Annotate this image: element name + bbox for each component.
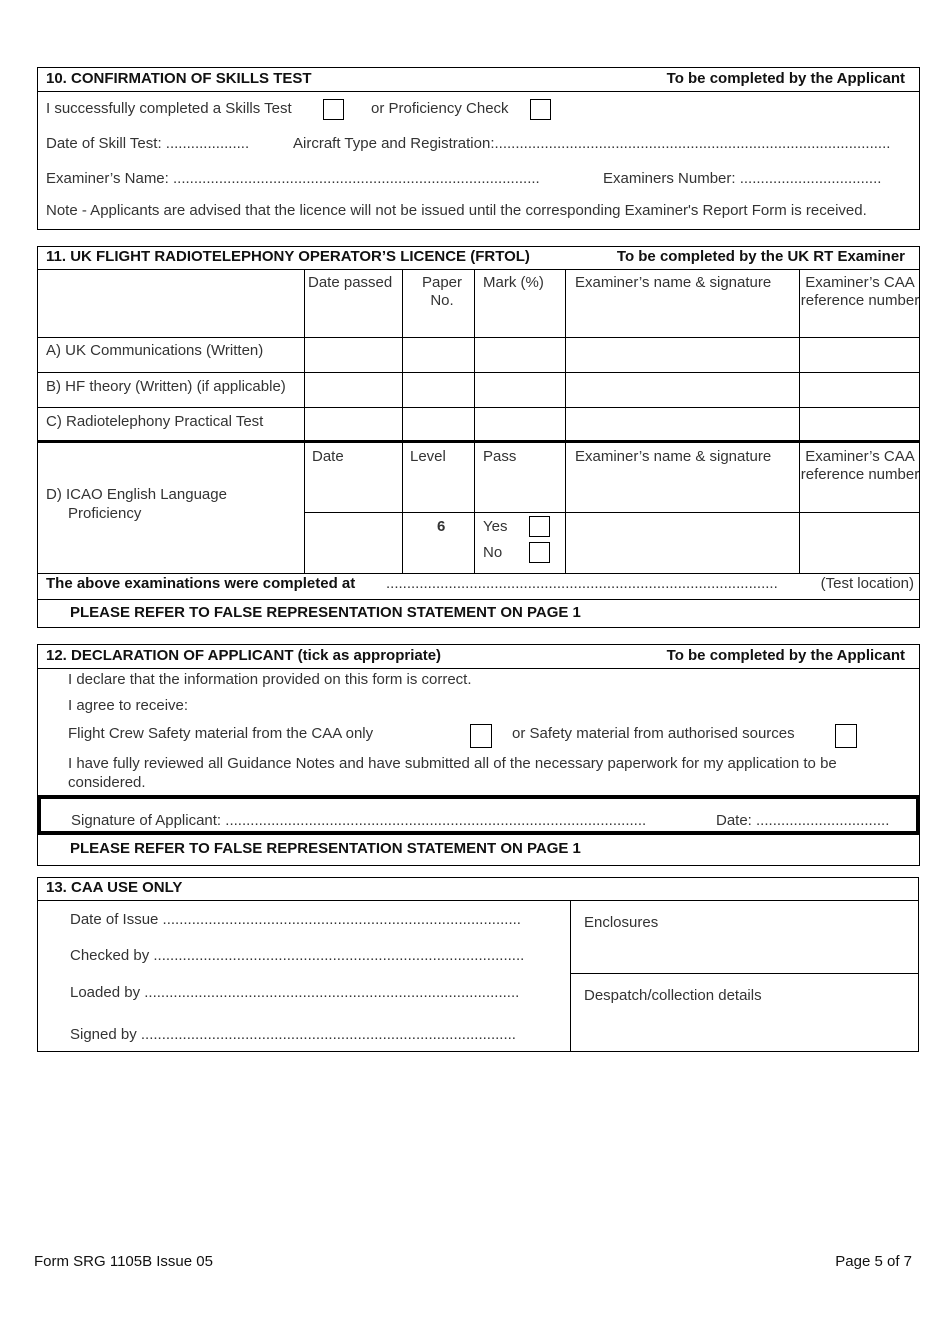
caa-material-label: Flight Crew Safety material from the CAA only xyxy=(68,725,374,742)
completed-at-label: The above examinations were completed at xyxy=(46,575,356,592)
authorised-material-label: or Safety material from authorised sources xyxy=(512,725,795,742)
reviewed-text: I have fully reviewed all Guidance Notes and have submitted all of the necessary paperwork for my application to be considered. xyxy=(68,755,837,791)
divider xyxy=(799,269,800,573)
caa-material-checkbox[interactable] xyxy=(470,724,492,748)
level-value: 6 xyxy=(437,518,446,535)
pass-no-label: No xyxy=(483,544,503,561)
divider xyxy=(304,512,920,513)
divider xyxy=(565,269,566,573)
section-13-title: 13. CAA USE ONLY xyxy=(46,879,183,896)
section-12-who: To be completed by the Applicant xyxy=(666,647,905,664)
divider xyxy=(37,668,920,669)
col-date: Date xyxy=(312,448,344,465)
proficiency-check-checkbox[interactable] xyxy=(530,99,551,120)
col-date-passed: Date passed xyxy=(308,274,393,291)
divider xyxy=(37,573,920,574)
section-10-title: 10. CONFIRMATION OF SKILLS TEST xyxy=(46,70,312,87)
declaration-text: I declare that the information provided on this form is correct. xyxy=(68,671,472,688)
examiner-number-field[interactable]: Examiners Number: .................................. xyxy=(603,170,882,187)
examiner-name-field[interactable]: Examiner’s Name: ........................................................................................ xyxy=(46,170,540,187)
pass-no-checkbox[interactable] xyxy=(529,542,550,563)
divider xyxy=(37,269,920,270)
divider xyxy=(37,337,920,338)
divider xyxy=(37,900,919,901)
proficiency-check-label: or Proficiency Check xyxy=(371,100,509,117)
agree-text: I agree to receive: xyxy=(68,697,189,714)
checked-by-field[interactable]: Checked by ......................................................................................... xyxy=(70,947,525,964)
section-11 xyxy=(37,246,920,628)
loaded-by-field[interactable]: Loaded by .......................................................................................... xyxy=(70,984,520,1001)
row-a-label: A) UK Communications (Written) xyxy=(46,342,264,359)
section-11-title: 11. UK FLIGHT RADIOTELEPHONY OPERATOR’S LICENCE (FRTOL) xyxy=(46,248,530,265)
col-paper-no: Paper No. xyxy=(421,274,463,309)
row-d-label: D) ICAO English Language xyxy=(46,486,227,503)
skills-test-label: I successfully completed a Skills Test xyxy=(46,100,292,117)
divider xyxy=(402,269,403,573)
applicant-signature-field[interactable]: Signature of Applicant: ..................................................................................................... xyxy=(71,812,647,829)
authorised-material-checkbox[interactable] xyxy=(835,724,857,748)
divider xyxy=(304,269,305,573)
divider xyxy=(37,91,920,92)
row-b-label: B) HF theory (Written) (if applicable) xyxy=(46,378,286,395)
col-mark: Mark (%) xyxy=(483,274,544,291)
section-12-title: 12. DECLARATION OF APPLICANT (tick as appropriate) xyxy=(46,647,442,664)
col-caa-reference: Examiner’s CAA reference number xyxy=(800,274,920,309)
false-representation-11: PLEASE REFER TO FALSE REPRESENTATION STATEMENT ON PAGE 1 xyxy=(70,604,581,621)
test-location-label: (Test location) xyxy=(820,575,914,592)
row-c-label: C) Radiotelephony Practical Test xyxy=(46,413,264,430)
skills-test-checkbox[interactable] xyxy=(323,99,344,120)
section-10-who: To be completed by the Applicant xyxy=(666,70,905,87)
col-pass: Pass xyxy=(483,448,517,465)
enclosures-label: Enclosures xyxy=(584,914,659,931)
divider xyxy=(570,973,919,974)
aircraft-type-field[interactable]: Aircraft Type and Registration:............................................................................................... xyxy=(293,135,891,152)
col-examiner-name-2: Examiner’s name & signature xyxy=(575,448,772,465)
test-location-field[interactable]: .............................................................................................. xyxy=(386,575,778,592)
applicant-date-field[interactable]: Date: ................................ xyxy=(716,812,890,829)
col-level: Level xyxy=(410,448,446,465)
col-examiner-name: Examiner’s name & signature xyxy=(575,274,772,291)
form-number: Form SRG 1105B Issue 05 xyxy=(34,1253,213,1270)
despatch-label: Despatch/collection details xyxy=(584,987,762,1004)
divider xyxy=(37,440,920,443)
col-caa-reference-2: Examiner’s CAA reference number xyxy=(800,448,920,483)
signed-by-field[interactable]: Signed by .......................................................................................... xyxy=(70,1026,516,1043)
date-of-issue-field[interactable]: Date of Issue ...................................................................................... xyxy=(70,911,521,928)
skill-test-date-field[interactable]: Date of Skill Test: .................... xyxy=(46,135,250,152)
pass-yes-label: Yes xyxy=(483,518,508,535)
divider xyxy=(37,407,920,408)
row-d-label-line2: Proficiency xyxy=(68,505,142,522)
section-11-who: To be completed by the UK RT Examiner xyxy=(616,248,905,265)
section-10-note: Note - Applicants are advised that the licence will not be issued until the corresponding Examiner's Report Form is received. xyxy=(46,202,867,219)
false-representation-12: PLEASE REFER TO FALSE REPRESENTATION STATEMENT ON PAGE 1 xyxy=(70,840,581,857)
page-number: Page 5 of 7 xyxy=(835,1253,912,1270)
pass-yes-checkbox[interactable] xyxy=(529,516,550,537)
divider xyxy=(474,269,475,573)
divider xyxy=(570,900,571,1052)
divider xyxy=(37,372,920,373)
divider xyxy=(37,599,920,600)
